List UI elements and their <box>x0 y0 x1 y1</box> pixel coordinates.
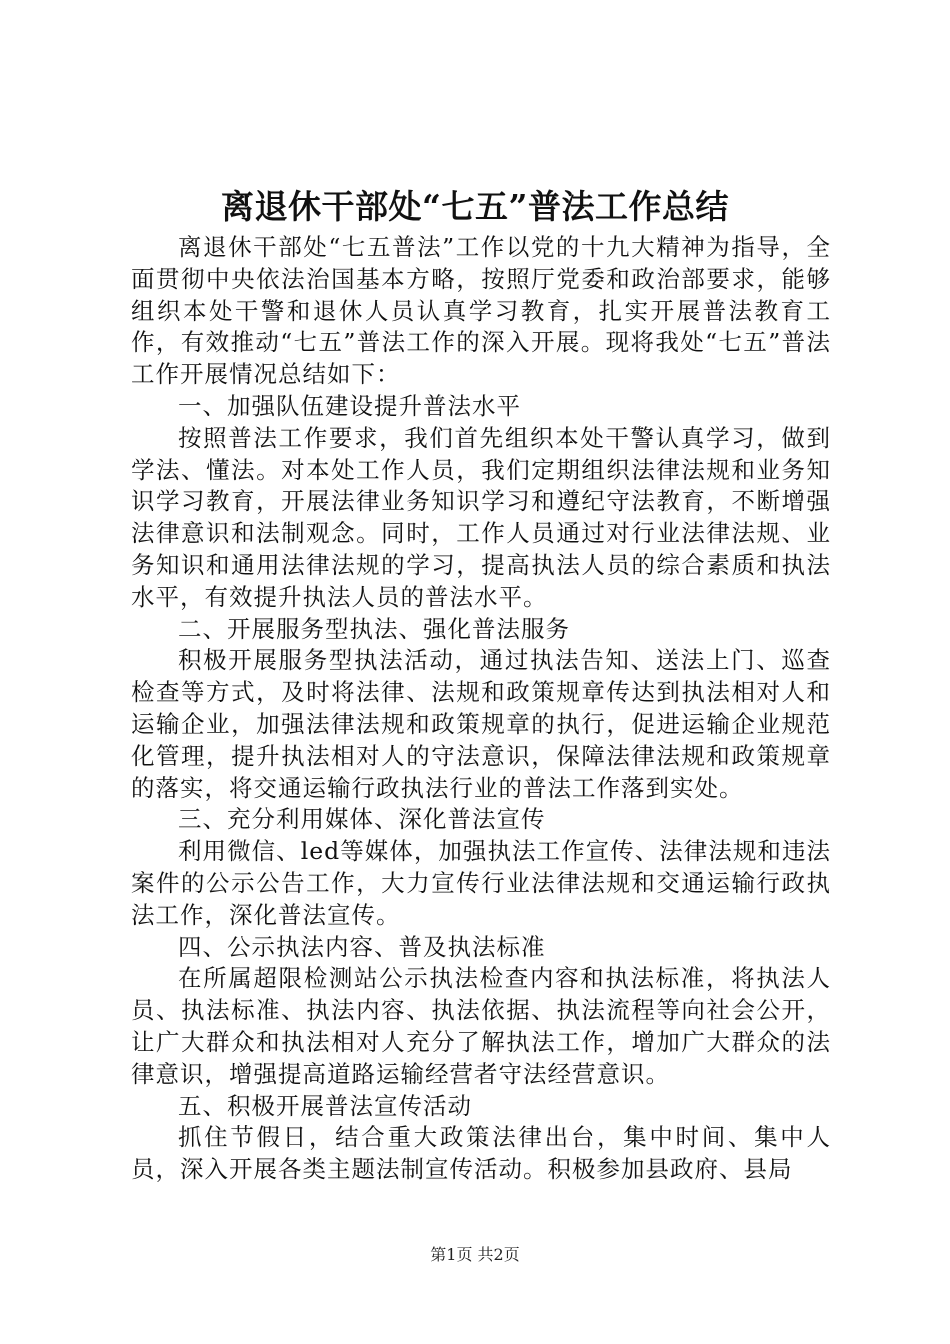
document-title: 离退休干部处“七五”普法工作总结 <box>221 187 729 226</box>
section-paragraph-4: 在所属超限检测站公示执法检查内容和执法标准，将执法人员、执法标准、执法内容、执法依据、执法流程等向社会公开，让广大群众和执法相对人充分了解执法工作，增加广大群众的法律意识，增强提高道路运输经营者守法经营意识。 <box>131 964 831 1088</box>
section-heading-5: 五、积极开展普法宣传活动 <box>178 1091 472 1120</box>
section-heading-4: 四、公示执法内容、普及执法标准 <box>178 932 546 961</box>
section-heading-3: 三、充分利用媒体、深化普法宣传 <box>178 805 546 834</box>
section-heading-1: 一、加强队伍建设提升普法水平 <box>178 391 521 420</box>
section-paragraph-3: 利用微信、led等媒体，加强执法工作宣传、法律法规和违法案件的公示公告工作，大力宣传行业法律法规和交通运输行政执法工作，深化普法宣传。 <box>131 837 831 929</box>
section-paragraph-5: 抓住节假日，结合重大政策法律出台，集中时间、集中人员，深入开展各类主题法制宣传活动。积极参加县政府、县局 <box>131 1123 831 1184</box>
intro-paragraph: 离退休干部处“七五普法”工作以党的十九大精神为指导，全面贯彻中央依法治国基本方略，按照厅党委和政治部要求，能够组织本处干警和退休人员认真学习教育，扎实开展普法教育工作，有效推动“七五”普法工作的深入开展。现将我处“七五”普法工作开展情况总结如下： <box>131 233 831 389</box>
section-paragraph-1: 按照普法工作要求，我们首先组织本处干警认真学习，做到学法、懂法。对本处工作人员，我们定期组织法律法规和业务知识学习教育，开展法律业务知识学习和遵纪守法教育，不断增强法律意识和法制观念。同时，工作人员通过对行业法律法规、业务知识和通用法律法规的学习，提高执法人员的综合素质和执法水平，有效提升执法人员的普法水平。 <box>131 423 831 611</box>
document-body <box>131 232 831 1186</box>
section-heading-2: 二、开展服务型执法、强化普法服务 <box>178 614 570 643</box>
page-number-footer: 第1页 共2页 <box>430 1245 520 1264</box>
section-paragraph-2: 积极开展服务型执法活动，通过执法告知、送法上门、巡查检查等方式，及时将法律、法规和政策规章传达到执法相对人和运输企业，加强法律法规和政策规章的执行，促进运输企业规范化管理，提升执法相对人的守法意识，保障法律法规和政策规章的落实，将交通运输行政执法行业的普法工作落到实处。 <box>131 646 831 802</box>
